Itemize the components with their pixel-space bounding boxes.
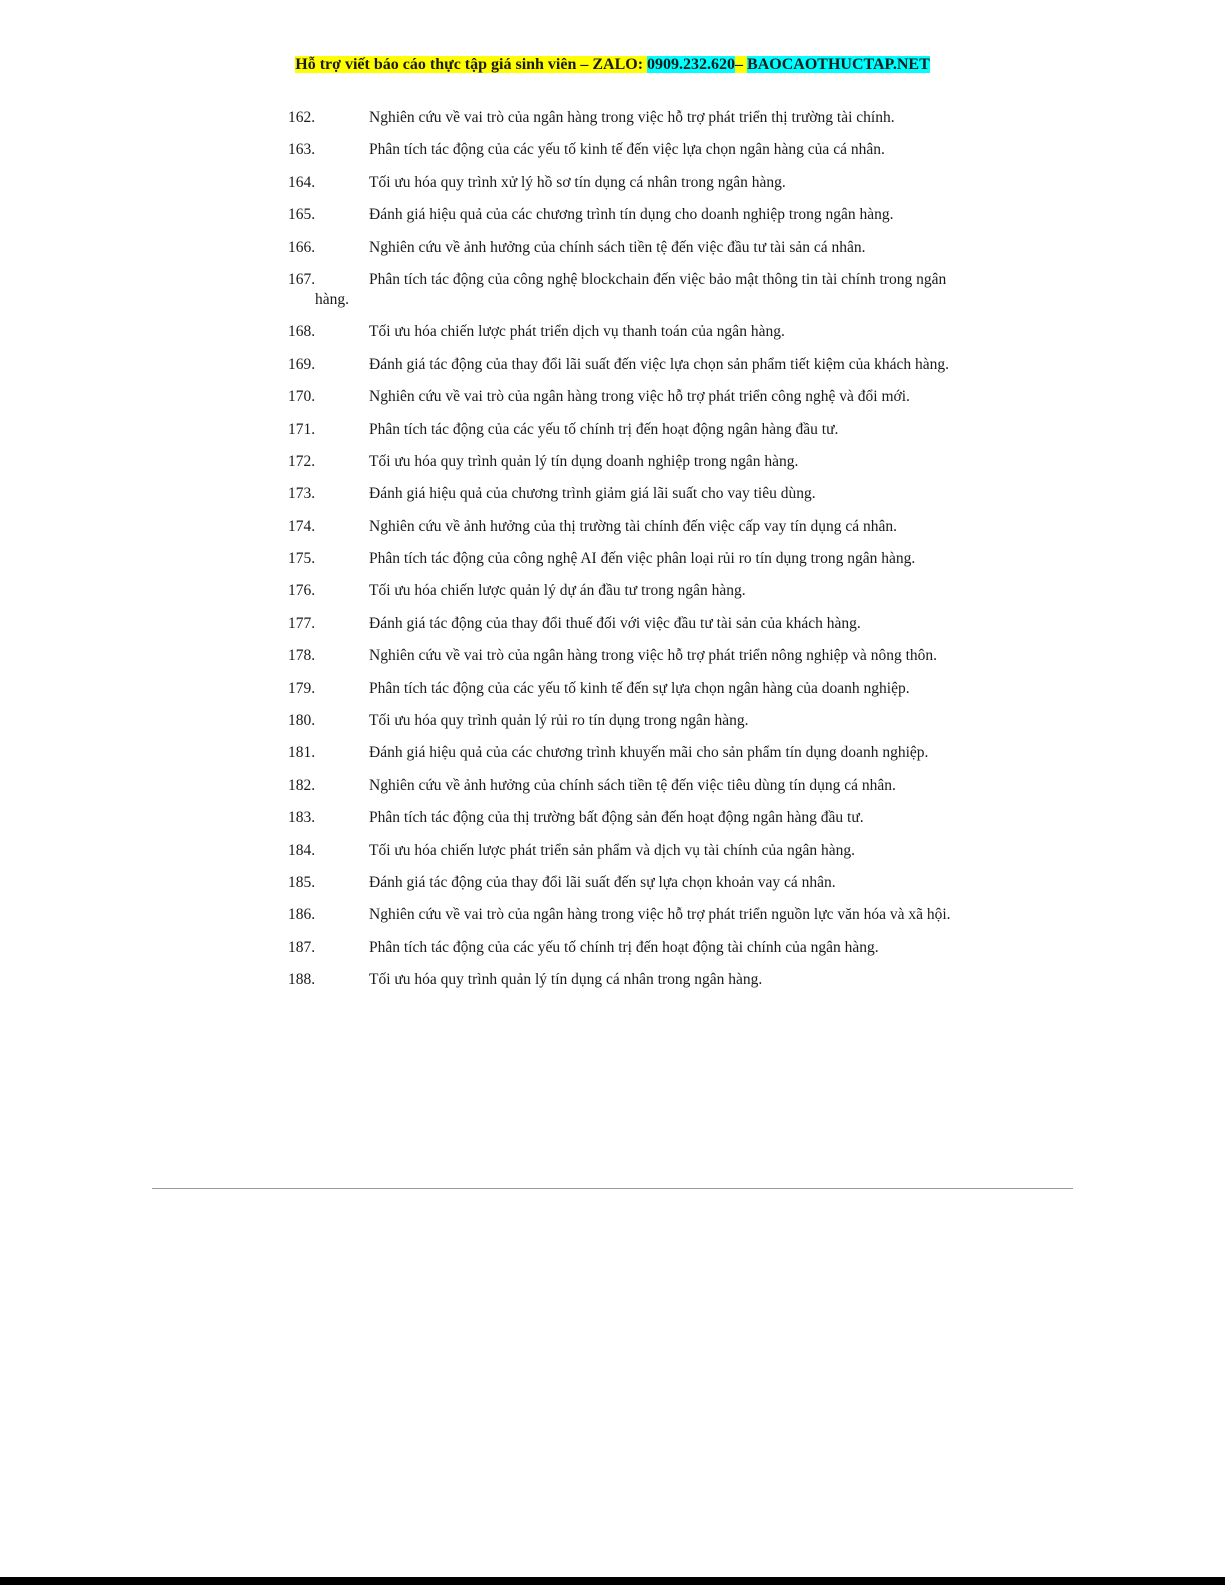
- list-item: [288, 355, 968, 375]
- list-item: [288, 484, 968, 504]
- list-item-text: Phân tích tác động của các yếu tố chính trị đến hoạt động tài chính của ngân hàng.: [369, 938, 879, 956]
- list-item-number: 175.: [288, 550, 316, 568]
- header-dash: –: [735, 56, 748, 73]
- list-item-number: 170.: [288, 388, 316, 406]
- list-item: [288, 841, 968, 861]
- list-item: [288, 905, 968, 925]
- page-bottom-edge: [0, 1577, 1225, 1585]
- list-item: [288, 581, 968, 601]
- list-item-text: Đánh giá tác động của thay đổi lãi suất đến sự lựa chọn khoản vay cá nhân.: [369, 873, 836, 891]
- list-item-number: 183.: [288, 809, 316, 827]
- list-item-number: 172.: [288, 452, 316, 470]
- list-item: [288, 108, 968, 128]
- list-item-number: 184.: [288, 841, 316, 859]
- list-item-text: Phân tích tác động của công nghệ blockchain đến việc bảo mật thông tin tài chính trong ngân hàng.: [315, 270, 947, 308]
- list-item-number: 171.: [288, 420, 316, 438]
- list-item-text: Phân tích tác động của công nghệ AI đến việc phân loại rủi ro tín dụng trong ngân hàng.: [369, 550, 916, 568]
- list-item-text: Phân tích tác động của các yếu tố kinh tế đến sự lựa chọn ngân hàng của doanh nghiệp.: [369, 679, 910, 697]
- list-item-text: Phân tích tác động của các yếu tố chính trị đến hoạt động ngân hàng đầu tư.: [369, 420, 839, 438]
- list-item: [288, 873, 968, 893]
- list-item-text: Đánh giá hiệu quả của các chương trình tín dụng cho doanh nghiệp trong ngân hàng.: [369, 206, 894, 224]
- list-item-number: 163.: [288, 141, 316, 159]
- header-site: BAOCAOTHUCTAP.NET: [747, 56, 930, 73]
- list-item: [288, 420, 968, 440]
- list-item: [288, 711, 968, 731]
- list-item-text: Nghiên cứu về ảnh hưởng của chính sách tiền tệ đến việc đầu tư tài sản cá nhân.: [369, 238, 866, 256]
- list-item-number: 167.: [288, 270, 316, 288]
- list-item: [288, 549, 968, 569]
- list-item-text: Đánh giá tác động của thay đổi thuế đối với việc đầu tư tài sản của khách hàng.: [369, 614, 861, 632]
- list-item-number: 188.: [288, 971, 316, 989]
- list-item-number: 178.: [288, 647, 316, 665]
- list-item: [288, 743, 968, 763]
- list-item: [288, 776, 968, 796]
- list-item-text: Tối ưu hóa chiến lược quản lý dự án đầu tư trong ngân hàng.: [369, 582, 746, 600]
- topic-list: [288, 108, 968, 1003]
- list-item: [288, 387, 968, 407]
- list-item-number: 187.: [288, 938, 316, 956]
- list-item-number: 179.: [288, 679, 316, 697]
- list-item: [288, 452, 968, 472]
- list-item-text: Phân tích tác động của thị trường bất động sản đến hoạt động ngân hàng đầu tư.: [369, 809, 864, 827]
- list-item-text: Phân tích tác động của các yếu tố kinh tế đến việc lựa chọn ngân hàng của cá nhân.: [369, 141, 885, 159]
- list-item-number: 181.: [288, 744, 316, 762]
- list-item-number: 162.: [288, 109, 316, 126]
- list-item-number: 180.: [288, 712, 316, 730]
- list-item: [288, 679, 968, 699]
- list-item: [288, 614, 968, 634]
- list-item-number: 186.: [288, 906, 316, 924]
- list-item-number: 168.: [288, 323, 316, 341]
- list-item-number: 166.: [288, 238, 316, 256]
- list-item: [288, 322, 968, 342]
- list-item: [288, 808, 968, 828]
- list-item-number: 174.: [288, 517, 316, 535]
- list-item: [288, 517, 968, 537]
- list-item-text: Tối ưu hóa quy trình xử lý hồ sơ tín dụng cá nhân trong ngân hàng.: [369, 173, 786, 191]
- list-item-text: Nghiên cứu về vai trò của ngân hàng trong việc hỗ trợ phát triển nông nghiệp và nông thôn.: [369, 647, 937, 665]
- list-item-number: 169.: [288, 355, 316, 373]
- list-item-number: 165.: [288, 206, 316, 224]
- list-item-number: 182.: [288, 776, 316, 794]
- list-item: [288, 140, 968, 160]
- list-item-text: Tối ưu hóa quy trình quản lý tín dụng doanh nghiệp trong ngân hàng.: [369, 452, 799, 470]
- list-item-number: 173.: [288, 485, 316, 503]
- list-item-text: Nghiên cứu về vai trò của ngân hàng trong việc hỗ trợ phát triển công nghệ và đổi mới.: [369, 388, 910, 406]
- page-header: [0, 55, 1225, 75]
- list-item: [288, 173, 968, 193]
- list-item-text: Nghiên cứu về vai trò của ngân hàng trong việc hỗ trợ phát triển thị trường tài chính.: [369, 109, 895, 126]
- header-phone: 0909.232.620: [647, 56, 736, 73]
- list-item-number: 164.: [288, 173, 316, 191]
- list-item-text: Tối ưu hóa quy trình quản lý tín dụng cá nhân trong ngân hàng.: [369, 971, 763, 989]
- list-item-text: Nghiên cứu về vai trò của ngân hàng trong việc hỗ trợ phát triển nguồn lực văn hóa và xã hội.: [369, 906, 951, 924]
- list-item-text: Đánh giá hiệu quả của các chương trình khuyến mãi cho sản phẩm tín dụng doanh nghiệp.: [369, 744, 929, 762]
- list-item: [288, 205, 968, 225]
- list-item: [288, 938, 968, 958]
- list-item: [288, 646, 968, 666]
- list-item-text: Tối ưu hóa chiến lược phát triển sản phẩm và dịch vụ tài chính của ngân hàng.: [369, 841, 855, 859]
- list-item-text: Tối ưu hóa chiến lược phát triển dịch vụ thanh toán của ngân hàng.: [369, 323, 785, 341]
- header-prefix: Hỗ trợ viết báo cáo thực tập giá sinh viên – ZALO:: [295, 56, 648, 73]
- list-item: [288, 970, 968, 990]
- list-item-text: Tối ưu hóa quy trình quản lý rủi ro tín dụng trong ngân hàng.: [369, 712, 749, 730]
- list-item-number: 185.: [288, 873, 316, 891]
- list-item-text: Nghiên cứu về ảnh hưởng của thị trường tài chính đến việc cấp vay tín dụng cá nhân.: [369, 517, 897, 535]
- list-item-text: Nghiên cứu về ảnh hưởng của chính sách tiền tệ đến việc tiêu dùng tín dụng cá nhân.: [369, 776, 896, 794]
- list-item-text: Đánh giá tác động của thay đổi lãi suất đến việc lựa chọn sản phẩm tiết kiệm của khách hàng.: [369, 355, 949, 373]
- list-item-number: 176.: [288, 582, 316, 600]
- list-item-text: Đánh giá hiệu quả của chương trình giảm giá lãi suất cho vay tiêu dùng.: [369, 485, 816, 503]
- list-item: [288, 238, 968, 258]
- list-item: [288, 270, 968, 310]
- list-item-number: 177.: [288, 614, 316, 632]
- page-divider: [152, 1188, 1073, 1189]
